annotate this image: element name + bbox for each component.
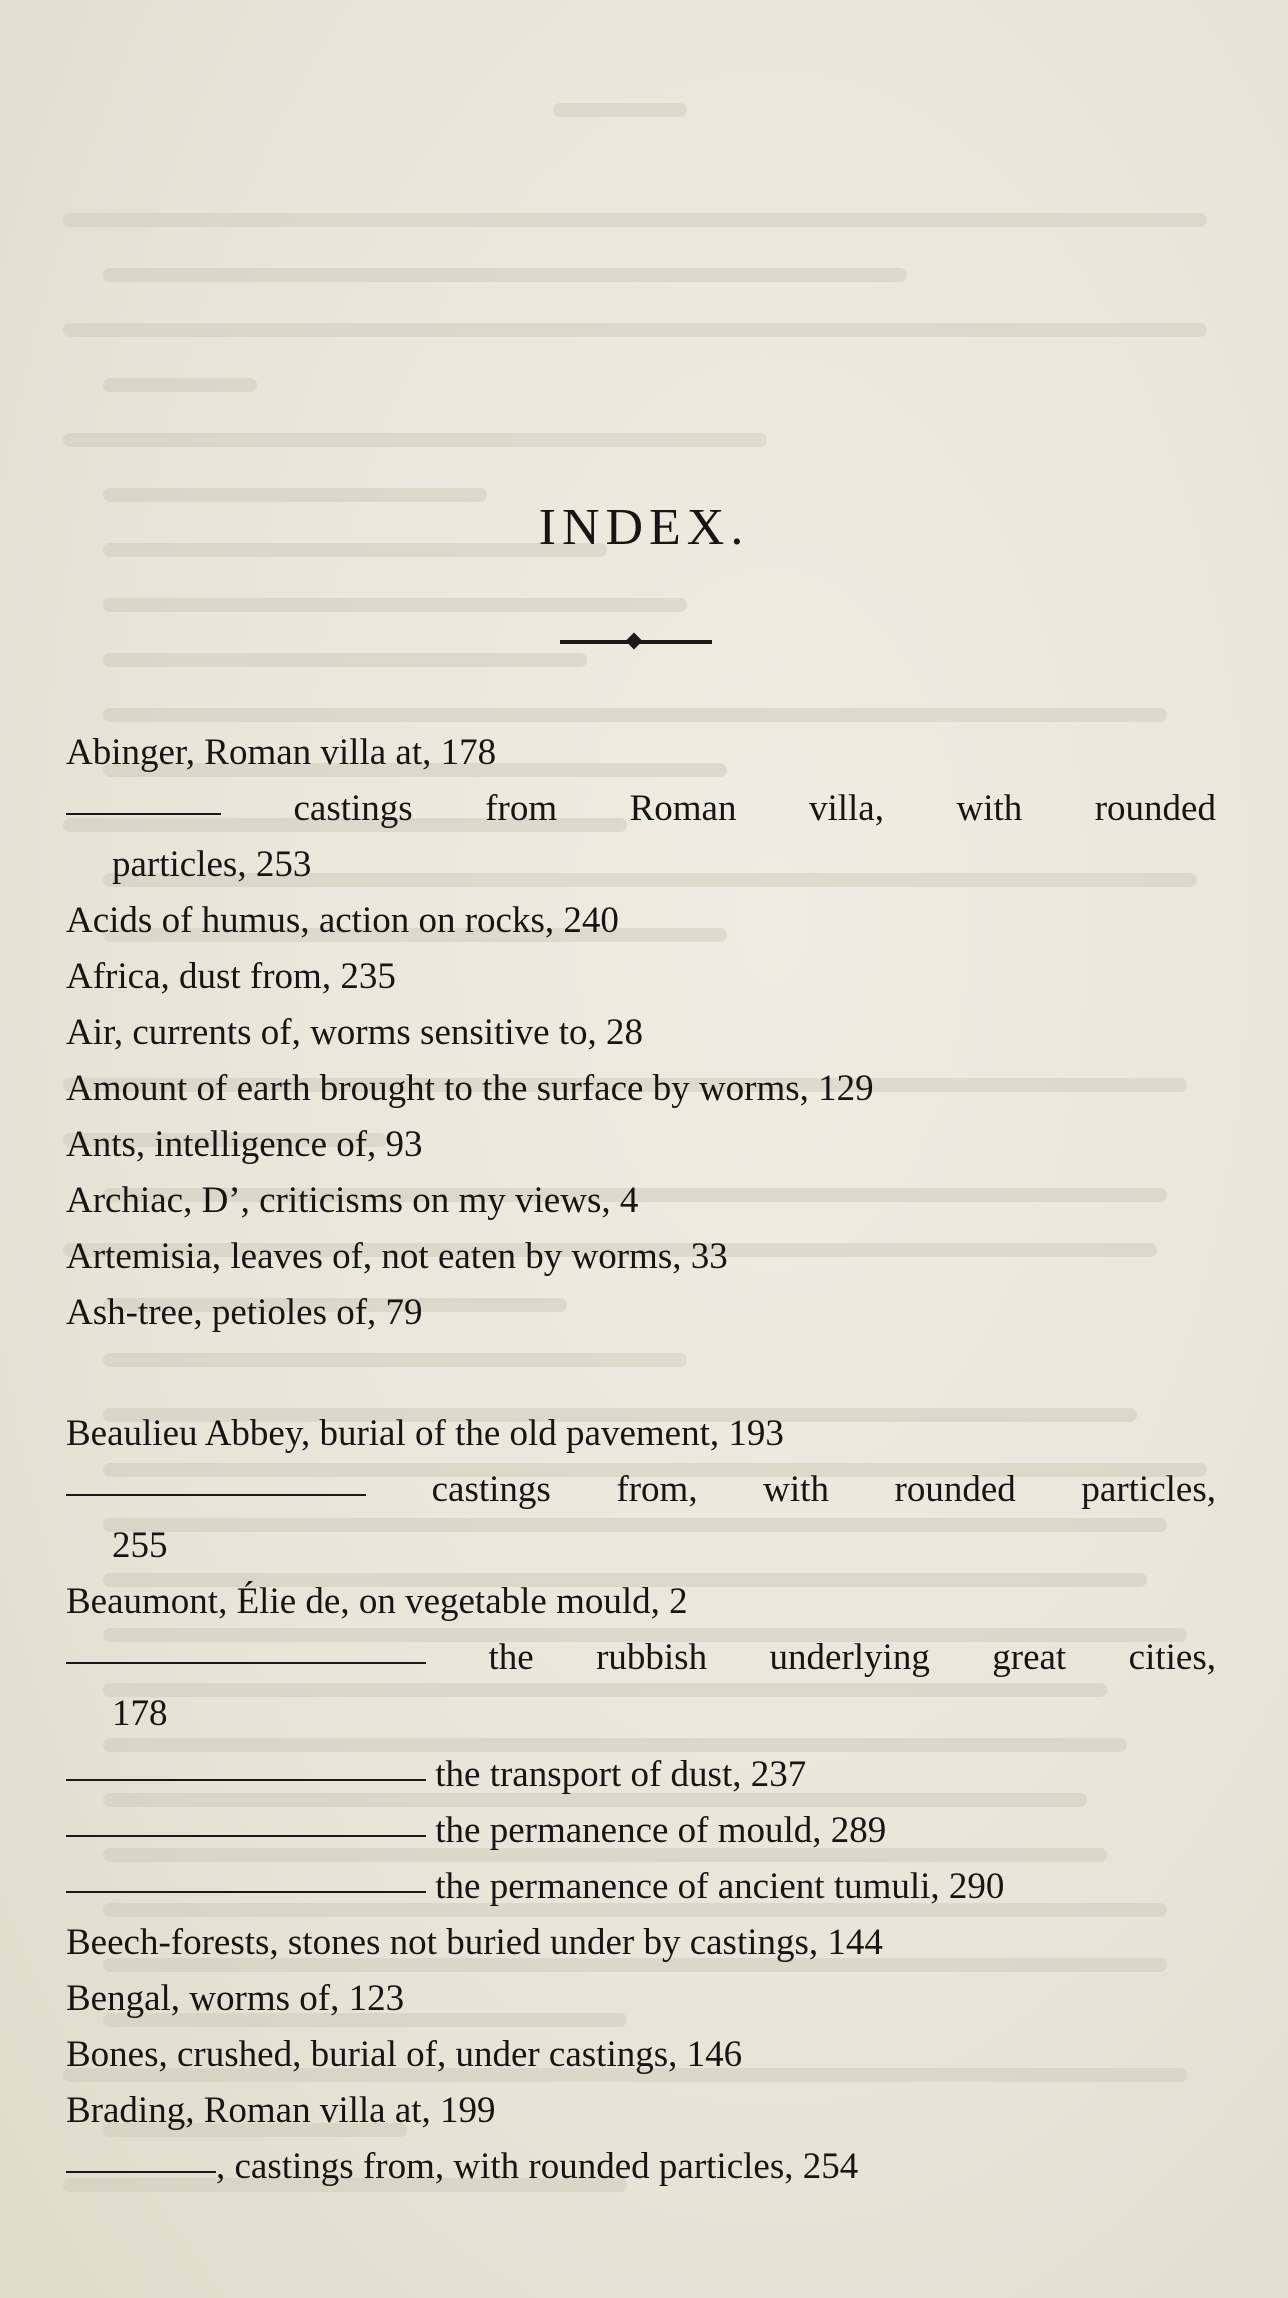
entry-continuation: particles, 253	[112, 844, 312, 885]
dash-rule	[66, 1835, 426, 1837]
index-entry: Beech-forests, stones not buried under by castings, 144	[66, 1922, 883, 1963]
dash-rule	[66, 1891, 426, 1893]
index-entry: Bengal, worms of, 123	[66, 1978, 405, 2019]
entry-word: rubbish	[596, 1637, 708, 1678]
index-entry: Abinger, Roman villa at, 178	[66, 732, 497, 773]
entry-text: the permanence of mould, 289	[435, 1810, 887, 1851]
index-entry: Artemisia, leaves of, not eaten by worms, 33	[66, 1236, 728, 1277]
entry-word: castings	[431, 1469, 551, 1510]
index-entry	[66, 1803, 1216, 1859]
index-entry: Africa, dust from, 235	[66, 956, 396, 997]
dash-rule	[66, 1630, 426, 1686]
dash-rule	[66, 1779, 426, 1781]
index-entry	[66, 1462, 1216, 1518]
entry-word: with	[956, 788, 1023, 829]
entry-word: castings	[293, 788, 413, 829]
index-entry: Brading, Roman villa at, 199	[66, 2090, 496, 2131]
title-rule-ornament	[626, 633, 643, 650]
index-entry: Archiac, D’, criticisms on my views, 4	[66, 1180, 639, 1221]
entry-word: from	[485, 788, 558, 829]
entry-word: cities,	[1128, 1637, 1216, 1678]
index-entry: Amount of earth brought to the surface by worms, 129	[66, 1068, 874, 1109]
entry-word: from,	[616, 1469, 698, 1510]
entry-word: with	[763, 1469, 829, 1510]
index-entry	[66, 1630, 1216, 1686]
index-entry: Bones, crushed, burial of, under castings, 146	[66, 2034, 743, 2075]
entry-word: the	[488, 1637, 534, 1678]
index-entry	[66, 781, 1216, 837]
index-entry: Ants, intelligence of, 93	[66, 1124, 423, 1165]
page-title: INDEX.	[538, 499, 750, 556]
index-entry: Air, currents of, worms sensitive to, 28	[66, 1012, 644, 1053]
entry-word: underlying	[769, 1637, 930, 1678]
entry-word: rounded	[1094, 788, 1216, 829]
index-entry	[66, 1859, 1216, 1915]
index-entry: Ash-tree, petioles of, 79	[66, 1292, 423, 1333]
entry-continuation: 255	[112, 1525, 168, 1566]
entry-continuation: 178	[112, 1693, 168, 1734]
entry-word: Roman	[629, 788, 737, 829]
dash-rule	[66, 1462, 366, 1518]
index-entry	[66, 2139, 1216, 2195]
index-entry: Acids of humus, action on rocks, 240	[66, 900, 619, 941]
index-entry: Beaumont, Élie de, on vegetable mould, 2	[66, 1581, 688, 1622]
entry-text: , castings from, with rounded particles, 254	[216, 2146, 859, 2187]
dash-rule	[66, 781, 221, 837]
entry-text: the transport of dust, 237	[435, 1754, 807, 1795]
entry-text: the permanence of ancient tumuli, 290	[435, 1866, 1005, 1907]
dash-rule	[66, 2171, 216, 2173]
entry-word: villa,	[808, 788, 884, 829]
index-entry: Beaulieu Abbey, burial of the old pavement, 193	[66, 1413, 784, 1454]
entry-word: particles,	[1081, 1469, 1216, 1510]
entry-word: rounded	[894, 1469, 1016, 1510]
entry-word: great	[992, 1637, 1067, 1678]
index-entry	[66, 1747, 1216, 1803]
